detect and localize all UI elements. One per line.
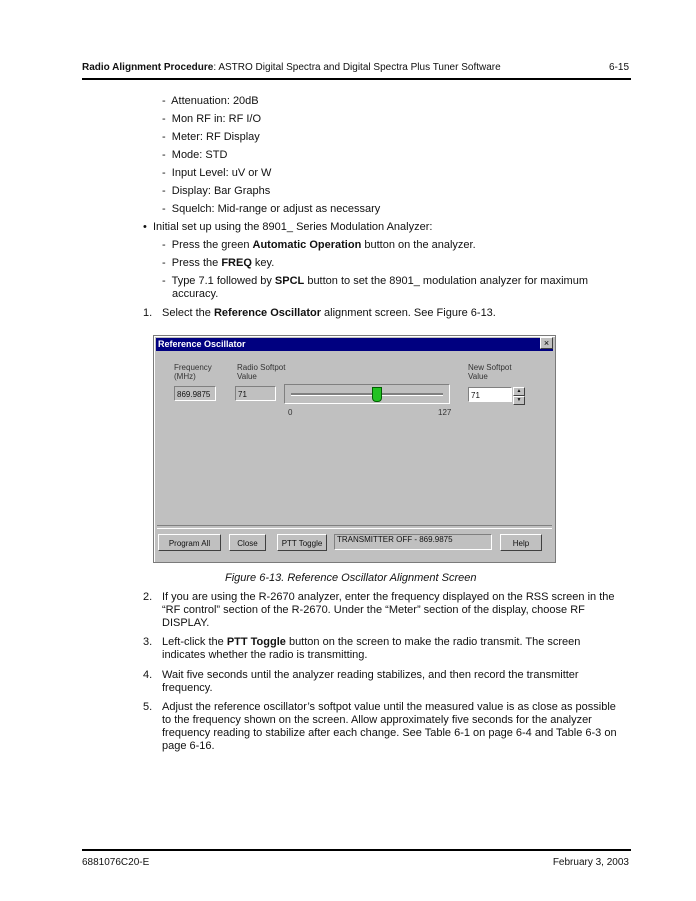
dialog-title: Reference Oscillator [156,338,553,351]
page-header [82,62,629,73]
spin-up-icon[interactable]: ▲ [513,387,525,396]
close-icon[interactable]: × [540,337,553,349]
softpot-slider[interactable] [284,384,450,404]
footer-rule [82,849,631,851]
dash-item: - Input Level: uV or W [162,167,272,179]
header-rule [82,78,631,80]
spin-down-icon[interactable]: ▼ [513,396,525,405]
close-button[interactable]: Close [229,534,266,551]
radio-softpot-field: 71 [235,386,276,401]
sub-item-continuation: accuracy. [172,288,219,300]
transmitter-status: TRANSMITTER OFF - 869.9875 [334,534,492,550]
slider-min-label: 0 [288,408,293,417]
dash-item: - Squelch: Mid-range or adjust as necessary [162,203,381,215]
dash-item: - Mon RF in: RF I/O [162,113,262,125]
radio-softpot-label: Radio Softpot [237,363,286,372]
step-number: 1. [143,307,153,319]
figure-caption: Figure 6-13. Reference Oscillator Alignment Screen [225,572,477,584]
step-4: Wait five seconds until the analyzer reading stabilizes, and then record the transmitter frequency. [162,669,579,694]
dash-item: - Display: Bar Graphs [162,185,271,197]
new-softpot-sublabel: Value [468,372,488,381]
frequency-label: Frequency [174,363,212,372]
step-1: Select the Reference Oscillator alignment screen. See Figure 6-13. [162,307,496,319]
header-title-bold: Radio Alignment Procedure [82,62,214,73]
step-number: 2. [143,591,153,603]
program-all-button[interactable]: Program All [158,534,221,551]
document-number: 6881076C20-E [82,857,150,868]
frequency-unit-label: (MHz) [174,372,196,381]
sub-item: - Press the FREQ key. [162,257,275,269]
slider-thumb[interactable] [372,387,382,402]
new-softpot-label: New Softpot [468,363,512,372]
bullet-item: • Initial set up using the 8901_ Series Modulation Analyzer: [143,221,433,233]
ptt-toggle-button[interactable]: PTT Toggle [277,534,327,551]
radio-softpot-sublabel: Value [237,372,257,381]
page-number: 6-15 [608,62,629,73]
page-footer [82,857,629,868]
dash-item: - Meter: RF Display [162,131,260,143]
slider-track [291,393,443,396]
footer-date: February 3, 2003 [552,857,629,868]
frequency-field: 869.9875 [174,386,216,401]
step-2: If you are using the R-2670 analyzer, enter the frequency displayed on the RSS screen in the “RF control” section of the R-2670. Under the “Meter” section of the display, choose RF DISPLAY. [162,591,615,629]
new-softpot-input[interactable]: 71 [468,387,512,402]
step-number: 3. [143,636,153,648]
help-button[interactable]: Help [500,534,542,551]
reference-oscillator-dialog [153,335,556,563]
step-3: Left-click the PTT Toggle button on the screen to make the radio transmit. The screen indicates whether the radio is transmitting. [162,636,581,661]
dash-item: - Attenuation: 20dB [162,95,259,107]
sub-item: - Type 7.1 followed by SPCL button to set the 8901_ modulation analyzer for maximum [162,275,588,287]
header-title-rest: : ASTRO Digital Spectra and Digital Spectra Plus Tuner Software [213,62,501,73]
sub-item: - Press the green Automatic Operation button on the analyzer. [162,239,476,251]
softpot-spinner[interactable] [513,387,525,403]
step-5: Adjust the reference oscillator’s softpot value until the measured value is as close as possible to the frequency shown on the screen. Allow approximately five seconds for the analyzer frequency reading to stabilize after each change. See Table 6-1 on page 6-4 and Table 6-3 on page 6-16. [162,701,617,752]
step-number: 5. [143,701,153,713]
dialog-divider [157,525,552,529]
dash-item: - Mode: STD [162,149,228,161]
step-number: 4. [143,669,153,681]
slider-max-label: 127 [438,408,452,417]
